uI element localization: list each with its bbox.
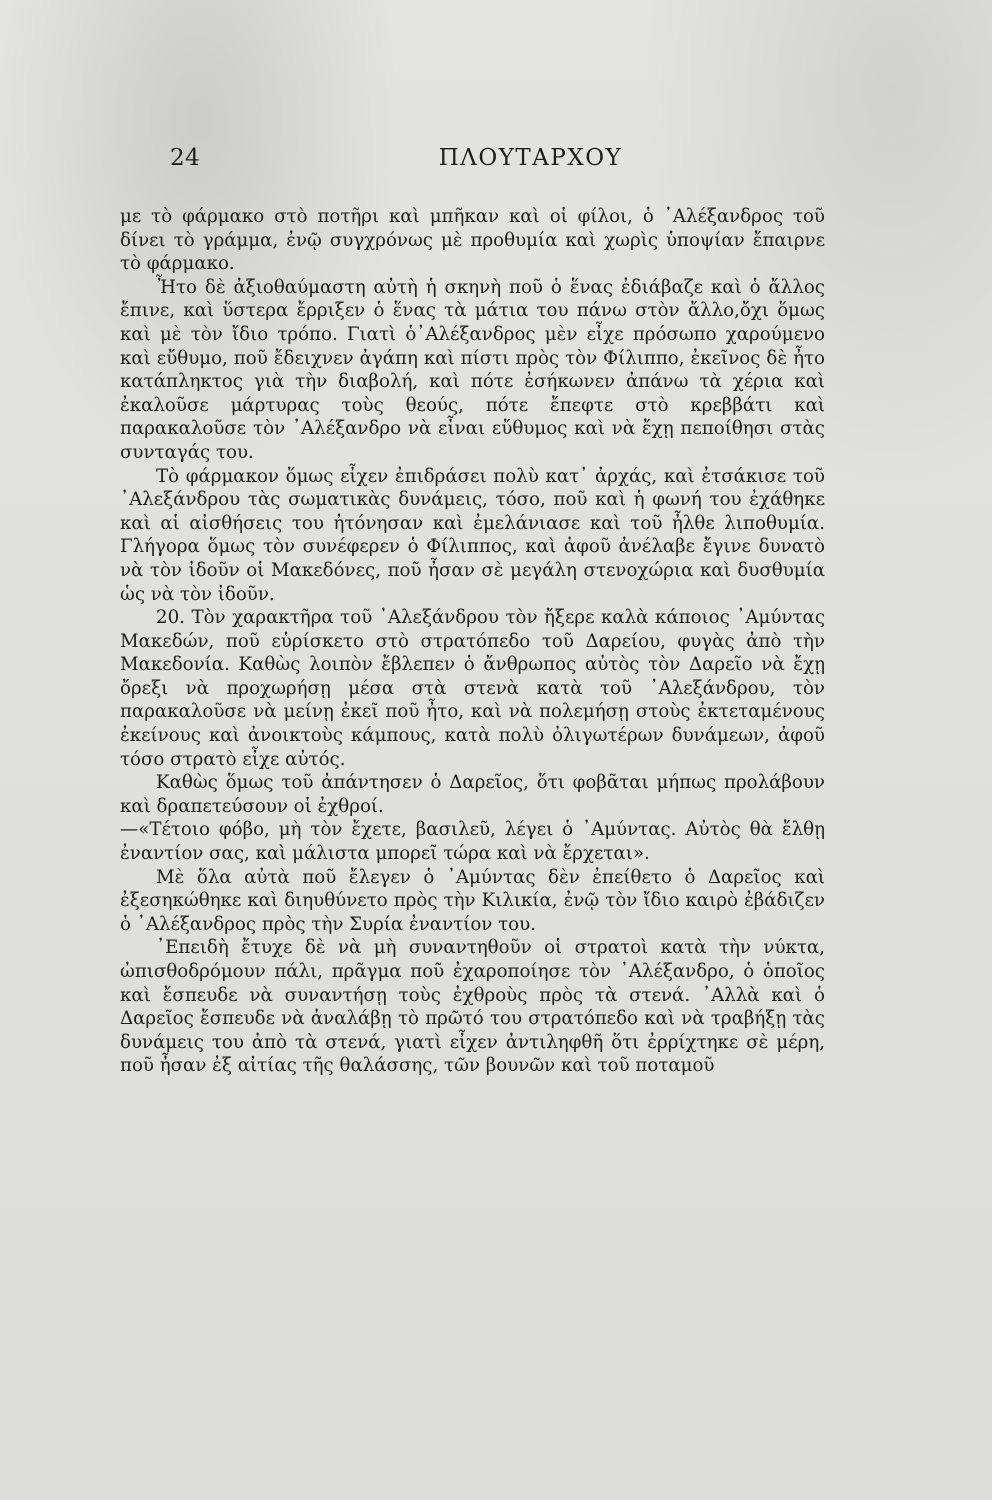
page-header xyxy=(168,145,823,179)
body-text xyxy=(120,205,825,1078)
paragraph: Καθὼς ὅμως τοῦ ἀπάντησεν ὁ Δαρεῖος, ὅτι φοβᾶται μήπως προλάβουν καὶ δραπετεύσουν οἱ ἐχθροί. xyxy=(120,772,825,817)
paragraph: —«Τέτοιο φόβο, μὴ τὸν ἔχετε, βασιλεῦ, λέγει ὁ ᾿Αμύντας. Αὐτὸς θὰ ἔλθῃ ἐναντίον σας, καὶ μάλιστα μπορεῖ τώρα καὶ νὰ ἔρχεται». xyxy=(120,819,825,865)
paragraph: Μὲ ὅλα αὐτὰ ποῦ ἔλεγεν ὁ ᾿Αμύντας δὲν ἐπείθετο ὁ Δαρεῖος καὶ ἐξεσηκώθηκε καὶ διηυθύνετο πρὸς τὴν Κιλικία, ἐνῷ τὸν ἴδιο καιρὸ ἐβάδιζεν ὁ ᾿Αλέξανδρος πρὸς τὴν Συρία ἐναντίον του. xyxy=(120,866,825,935)
running-title: ΠΛΟΥΤΑΡΧΟΥ xyxy=(438,145,623,171)
page-number: 24 xyxy=(170,145,201,171)
paragraph: ᾿Επειδὴ ἔτυχε δὲ νὰ μὴ συναντηθοῦν οἱ στρατοὶ κατὰ τὴν νύκτα, ὠπισθοδρόμουν πάλι, πρᾶγμα ποῦ ἐχαροποίησε τὸν ᾿Αλέξανδρο, ὁ ὁποῖος καὶ ἔσπευδε νὰ συναντήσῃ τοὺς ἐχθροὺς πρὸς τὰ στενά. ᾿Αλλὰ καὶ ὁ Δαρεῖος ἔσπευδε νὰ ἀναλάβῃ τὸ πρῶτό του στρατόπεδο καὶ νὰ τραβήξῃ τὰς δυνάμεις του ἀπὸ τὰ στενά, γιατὶ εἶχεν ἀντιληφθῆ ὅτι ἐρρίχτηκε σὲ μέρη, ποῦ ἦσαν ἐξ αἰτίας τῆς θαλάσσης, τῶν βουνῶν καὶ τοῦ ποταμοῦ xyxy=(120,937,825,1077)
paragraph: Ἦτο δὲ ἀξιοθαύμαστη αὐτὴ ἡ σκηνὴ ποῦ ὁ ἕνας ἐδιάβαζε καὶ ὁ ἄλλος ἔπινε, καὶ ὕστερα ἔρριξεν ὁ ἕνας τὰ μάτια του πάνω στὸν ἄλλο,ὄχι ὅμως καὶ μὲ τὸν ἴδιο τρόπο. Γιατὶ ὁ᾿Αλέξανδρος μὲν εἶχε πρόσωπο χαρούμενο καὶ εὔθυμο, ποῦ ἔδειχνεν ἀγάπη καὶ πίστι πρὸς τὸν Φίλιππο, ἐκεῖνος δὲ ἦτο κατάπληκτος γιὰ τὴν διαβολή, καὶ πότε ἐσήκωνεν ἀπάνω τὰ χέρια καὶ ἐκαλοῦσε μάρτυρας τοὺς θεούς, πότε ἔπεφτε στὸ κρεββάτι καὶ παρακαλοῦσε τὸν ᾿Αλέξανδρο νὰ εἶναι εὔθυμος καὶ νὰ ἔχῃ πεποίθησι στὰς συνταγάς του. xyxy=(120,276,825,463)
paragraph: με τὸ φάρμακο στὸ ποτῆρι καὶ μπῆκαν καὶ οἱ φίλοι, ὁ ᾿Αλέξανδρος τοῦ δίνει τὸ γράμμα, ἐνῷ συγχρόνως μὲ προθυμία καὶ χωρὶς ὑποψίαν ἔπαιρνε τὸ φάρμακο. xyxy=(120,206,825,275)
paragraph: Τὸ φάρμακον ὅμως εἶχεν ἐπιδράσει πολὺ κατ᾿ ἀρχάς, καὶ ἐτσάκισε τοῦ ᾿Αλεξάνδρου τὰς σωματικὰς δυνάμεις, τόσο, ποῦ καὶ ἡ φωνή του ἐχάθηκε καὶ αἱ αἰσθήσεις του ἠτόνησαν καὶ ἐμελάνιασε καὶ τοῦ ἦλθε λιποθυμία. Γλήγορα ὅμως τὸν συνέφερεν ὁ Φίλιππος, καὶ ἀφοῦ ἀνέλαβε ἔγινε δυνατὸ νὰ τὸν ἰδοῦν οἱ Μακεδόνες, ποῦ ἦσαν σὲ μεγάλη στενοχώρια καὶ δυσθυμία ὡς νὰ τὸν ἰδοῦν. xyxy=(120,465,825,605)
paragraph: 20. Τὸν χαρακτῆρα τοῦ ᾿Αλεξάνδρου τὸν ἤξερε καλὰ κάποιος ᾿Αμύντας Μακεδών, ποῦ εὑρίσκετο στὸ στρατόπεδο τοῦ Δαρείου, φυγὰς ἀπὸ τὴν Μακεδονία. Καθὼς λοιπὸν ἔβλεπεν ὁ ἄνθρωπος αὐτὸς τὸν Δαρεῖο νὰ ἔχῃ ὄρεξι νὰ προχωρήσῃ μέσα στὰ στενὰ κατὰ τοῦ ᾿Αλεξάνδρου, τὸν παρακαλοῦσε νὰ μείνῃ ἐκεῖ ποῦ ἦτο, καὶ νὰ πολεμήσῃ στοὺς ἐκτεταμένους ἐκείνους καὶ ἀνοικτοὺς κάμπους, κατὰ πολὺ ὀλιγωτέρων δυνάμεων, ἀφοῦ τόσο στρατὸ εἶχε αὐτός. xyxy=(120,607,825,770)
